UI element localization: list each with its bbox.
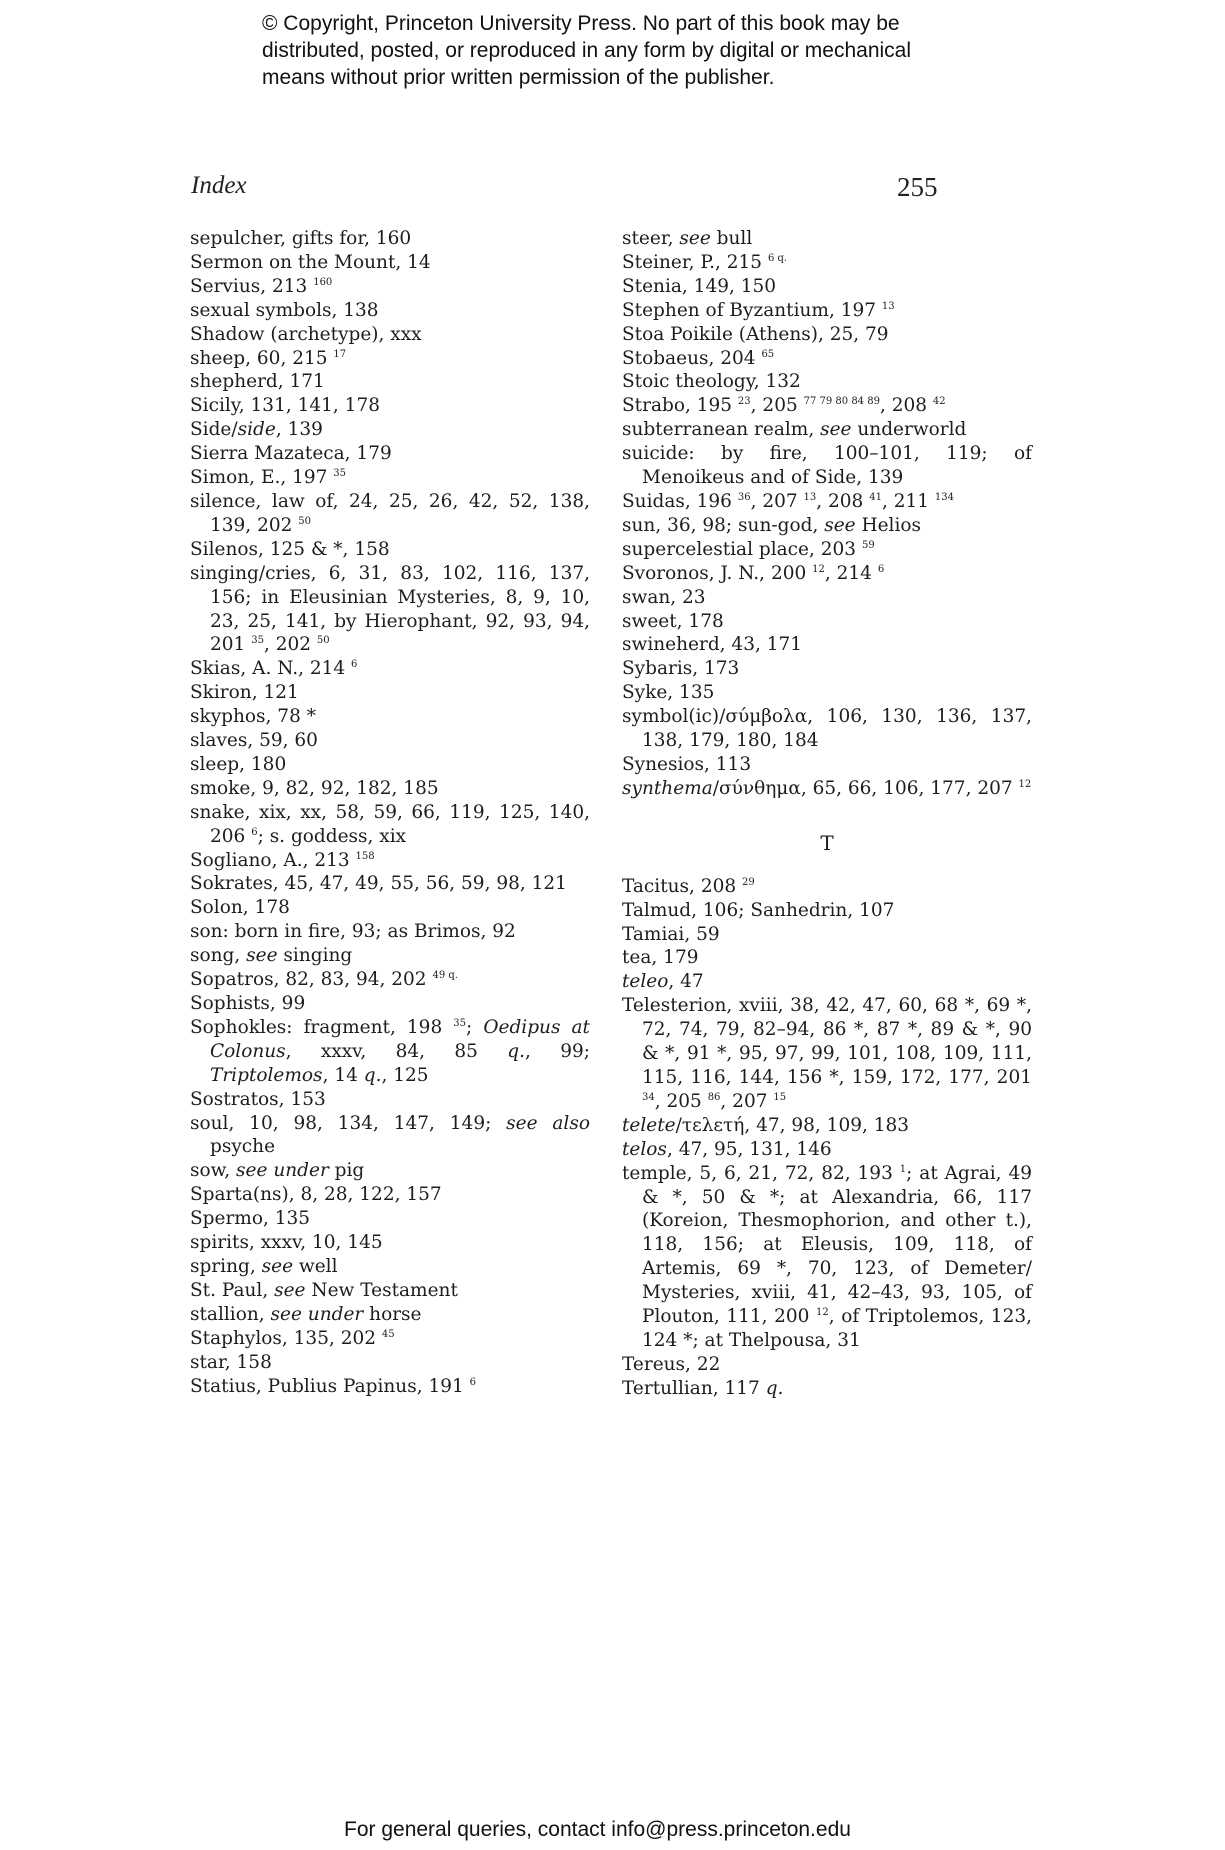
- index-entry: slaves, 59, 60: [190, 730, 318, 752]
- index-entry: steer, see bull: [622, 228, 753, 249]
- index-entry: Strabo, 195 $^{23}$, 205 $^{77 79 80 84 89}$, 208 $^{42}$: [622, 395, 946, 417]
- index-entry: Sparta(ns), 8, 28, 122, 157: [190, 1184, 442, 1206]
- index-column-left: [190, 227, 590, 1398]
- index-entry: sepulcher, gifts for, 160: [190, 228, 412, 249]
- index-entry: Sophokles: fragment, 198 $^{35}$; Oedipus at Colonus, xxxv, 84, 85 q., 99; Triptolemos, 14 q., 125: [190, 1016, 590, 1086]
- index-entry: soul, 10, 98, 134, 147, 149; see also psyche: [190, 1112, 590, 1158]
- index-entry: Stephen of Byzantium, 197 $^{13}$: [622, 299, 895, 321]
- index-group-t: [622, 875, 1032, 1401]
- index-entry: swineherd, 43, 171: [622, 634, 803, 656]
- index-entry: Sermon on the Mount, 14: [190, 251, 431, 273]
- index-entry: Steiner, P., 215 $^{6 q.}$: [622, 251, 788, 273]
- index-entry: synthema/σύνθημα, 65, 66, 106, 177, 207 $^{12}$: [622, 777, 1032, 799]
- index-entry: tea, 179: [622, 947, 699, 969]
- index-entry: Sophists, 99: [190, 993, 306, 1014]
- copyright-notice: [262, 10, 1022, 91]
- index-entry: Stenia, 149, 150: [622, 275, 777, 297]
- index-entry: skyphos, 78 *: [190, 706, 316, 728]
- index-entry: sexual symbols, 138: [190, 299, 379, 321]
- section-letter-heading: T: [820, 830, 834, 855]
- index-entry: silence, law of, 24, 25, 26, 42, 52, 138, 139, 202 $^{50}$: [190, 490, 590, 536]
- index-entry: Simon, E., 197 $^{35}$: [190, 467, 347, 489]
- index-entry: Skias, A. N., 214 $^6$: [190, 658, 358, 680]
- index-entry: Sostratos, 153: [190, 1088, 326, 1110]
- index-entry: sweet, 178: [622, 610, 724, 632]
- index-entry: star, 158: [190, 1351, 272, 1373]
- index-entry: Sybaris, 173: [622, 658, 740, 680]
- index-entry: Synesios, 113: [622, 753, 752, 775]
- index-entry: Silenos, 125 & *, 158: [190, 538, 390, 560]
- index-entry: Stoa Poikile (Athens), 25, 79: [622, 323, 889, 345]
- page-number: 255: [897, 172, 938, 202]
- index-entry: Svoronos, J. N., 200 $^{12}$, 214 $^6$: [622, 562, 885, 584]
- index-entry: snake, xix, xx, 58, 59, 66, 119, 125, 140, 206 $^6$; s. goddess, xix: [190, 801, 590, 847]
- index-entry: Syke, 135: [622, 682, 715, 704]
- index-entry: Sogliano, A., 213 $^{158}$: [190, 849, 375, 871]
- index-entry: Servius, 213 $^{160}$: [190, 275, 333, 297]
- index-entry: Sopatros, 82, 83, 94, 202 $^{49 q.}$: [190, 969, 458, 991]
- index-entry: song, see singing: [190, 945, 353, 967]
- copyright-line: distributed, posted, or reproduced in any form by digital or mechanical: [262, 39, 912, 62]
- index-column-right: [622, 227, 1032, 1401]
- index-entry: Talmud, 106; Sanhedrin, 107: [622, 899, 895, 921]
- index-entry: Skiron, 121: [190, 682, 299, 704]
- index-entry: Tacitus, 208 $^{29}$: [622, 875, 755, 897]
- index-entry: symbol(ic)/σύμβολα, 106, 130, 136, 137, 138, 179, 180, 184: [622, 706, 1032, 752]
- index-entry: Tereus, 22: [622, 1353, 721, 1375]
- index-group-s: [622, 227, 1032, 801]
- index-entry: Sokrates, 45, 47, 49, 55, 56, 59, 98, 121: [190, 873, 567, 895]
- index-entry: Spermo, 135: [190, 1208, 311, 1230]
- index-entry: shepherd, 171: [190, 371, 325, 393]
- index-entry: son: born in fire, 93; as Brimos, 92: [190, 921, 516, 943]
- footer-contact: For general queries, contact info@press.princeton.edu: [344, 1818, 851, 1841]
- index-entry: sheep, 60, 215 $^{17}$: [190, 347, 347, 369]
- index-entry: Tamiai, 59: [622, 923, 720, 945]
- index-entry: telos, 47, 95, 131, 146: [622, 1138, 832, 1160]
- index-entry: Statius, Publius Papinus, 191 $^6$: [190, 1375, 477, 1397]
- index-entry: stallion, see under horse: [190, 1303, 422, 1325]
- index-entry: telete/τελετή, 47, 98, 109, 183: [622, 1114, 910, 1136]
- index-entry: teleo, 47: [622, 971, 704, 993]
- index-entry: Telesterion, xviii, 38, 42, 47, 60, 68 *, 69 *, 72, 74, 79, 82–94, 86 *, 87 *, 89 & *, 90 & *, 91 *, 95, 97, 99, 101, 108, 109, 111, 115, 116, 144, 156 *, 159, 172, 177, 201 $^{34}$, 205 $^{86}$, 207 $^{15}$: [622, 995, 1032, 1112]
- index-entry: spring, see well: [190, 1255, 338, 1277]
- index-entry: swan, 23: [622, 586, 706, 608]
- index-entry: Stobaeus, 204 $^{65}$: [622, 347, 775, 369]
- running-head-title: Index: [191, 172, 247, 199]
- index-entry: sleep, 180: [190, 753, 287, 775]
- index-entry: temple, 5, 6, 21, 72, 82, 193 $^1$; at Agrai, 49 & *, 50 & *; at Alexandria, 66, 117 (Koreion, Thesmophorion, and other t.), 118, 156; at Eleusis, 109, 118, of Artemis, 69 *, 70, 123, of Demeter/ Mysteries, xviii, 41, 42–43, 93, 105, of Plouton, 111, 200 $^{12}$, of Triptolemos, 123, 124 *; at Thelpousa, 31: [622, 1162, 1032, 1351]
- index-entry: Stoic theology, 132: [622, 371, 801, 393]
- index-entry: sun, 36, 98; sun-god, see Helios: [622, 514, 922, 536]
- index-entry: smoke, 9, 82, 92, 182, 185: [190, 777, 439, 799]
- index-entry: Sierra Mazateca, 179: [190, 443, 392, 465]
- index-entry: subterranean realm, see underworld: [622, 419, 967, 441]
- index-entry: Suidas, 196 $^{36}$, 207 $^{13}$, 208 $^{41}$, 211 $^{134}$: [622, 490, 954, 512]
- copyright-line: © Copyright, Princeton University Press. No part of this book may be: [262, 12, 900, 35]
- copyright-line: means without prior written permission of the publisher.: [262, 66, 775, 89]
- index-entry: suicide: by fire, 100–101, 119; of Menoikeus and of Side, 139: [622, 443, 1032, 489]
- index-entry: Solon, 178: [190, 897, 290, 919]
- index-entry: St. Paul, see New Testament: [190, 1279, 458, 1301]
- index-entry: Tertullian, 117 q.: [622, 1377, 784, 1399]
- index-entry: sow, see under pig: [190, 1160, 365, 1182]
- index-entry: singing/cries, 6, 31, 83, 102, 116, 137, 156; in Eleusinian Mysteries, 8, 9, 10, 23, 25, 141, by Hierophant, 92, 93, 94, 201 $^{35}$, 202 $^{50}$: [190, 562, 590, 656]
- index-entry: Staphylos, 135, 202 $^{45}$: [190, 1327, 395, 1349]
- index-entry: supercelestial place, 203 $^{59}$: [622, 538, 875, 560]
- index-entry: spirits, xxxv, 10, 145: [190, 1232, 383, 1254]
- index-entry: Shadow (archetype), xxx: [190, 323, 422, 345]
- index-entry: Sicily, 131, 141, 178: [190, 395, 380, 417]
- index-entry: Side/side, 139: [190, 419, 323, 441]
